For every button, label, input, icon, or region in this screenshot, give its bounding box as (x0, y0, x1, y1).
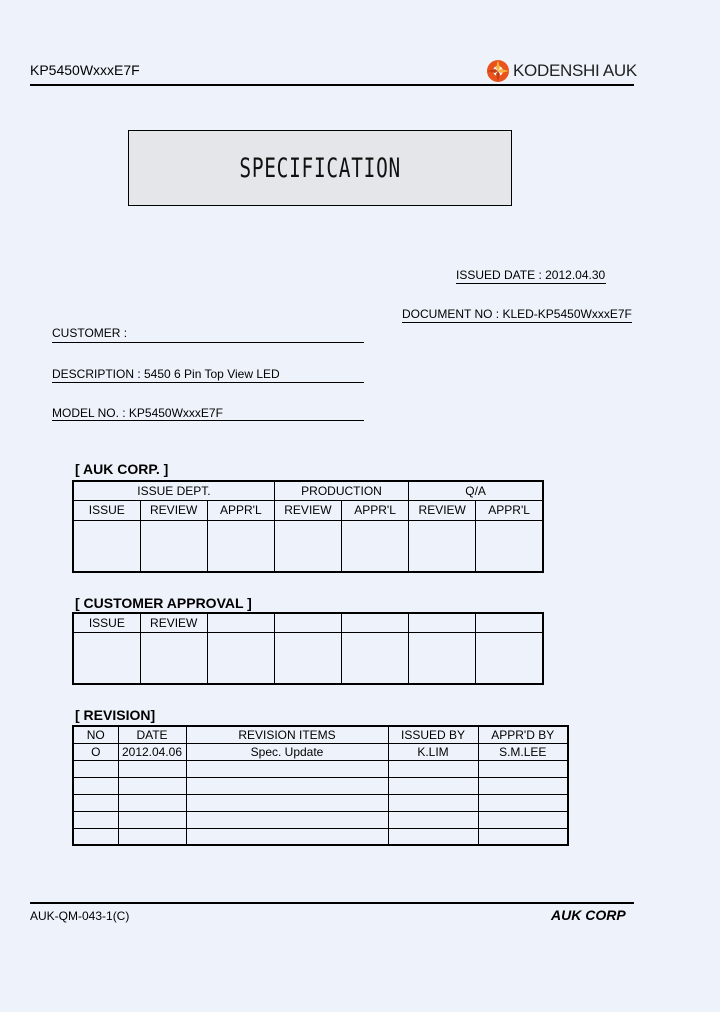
revision-date (118, 777, 186, 794)
col-review: REVIEW (274, 500, 341, 520)
signature-cell (140, 520, 207, 572)
customer-field: CUSTOMER : (52, 326, 364, 343)
table-row (73, 828, 568, 845)
signature-row (73, 632, 543, 684)
col-issue: ISSUE (73, 500, 140, 520)
signature-cell (274, 520, 341, 572)
signature-cell (73, 632, 140, 684)
group-issue-dept: ISSUE DEPT. (73, 481, 274, 500)
title-box (128, 130, 512, 206)
kodenshi-logo-icon (486, 59, 510, 83)
customer-approval-heading: [ CUSTOMER APPROVAL ] (75, 595, 252, 611)
revision-issued-by (388, 794, 478, 811)
table-row (73, 794, 568, 811)
signature-cell (409, 520, 476, 572)
table-row (73, 811, 568, 828)
col-issued-by: ISSUED BY (388, 726, 478, 743)
signature-cell (207, 520, 274, 572)
signature-cell (207, 632, 274, 684)
revision-item (186, 777, 388, 794)
revision-apprd-by (478, 777, 568, 794)
col-apprl: APPR'L (476, 500, 543, 520)
form-code: AUK-QM-043-1(C) (30, 909, 130, 923)
group-production: PRODUCTION (274, 481, 408, 500)
revision-item (186, 828, 388, 845)
signature-cell (476, 632, 543, 684)
document-title: SPECIFICATION (239, 152, 401, 184)
revision-issued-by (388, 777, 478, 794)
revision-table (72, 725, 569, 846)
footer-company: AUK CORP (551, 907, 626, 923)
part-number: KP5450WxxxE7F (30, 62, 140, 78)
revision-issued-by (388, 760, 478, 777)
group-header-row (73, 481, 543, 500)
col-review: REVIEW (140, 613, 207, 632)
revision-date (118, 828, 186, 845)
signature-row (73, 520, 543, 572)
table-row (73, 760, 568, 777)
col-date: DATE (118, 726, 186, 743)
revision-apprd-by: S.M.LEE (478, 743, 568, 760)
customer-approval-table (72, 612, 544, 685)
revision-item (186, 811, 388, 828)
revision-issued-by (388, 828, 478, 845)
col-apprd-by: APPR'D BY (478, 726, 568, 743)
group-qa: Q/A (409, 481, 543, 500)
col-apprl: APPR'L (342, 500, 409, 520)
revision-heading: [ REVISION] (75, 707, 156, 723)
signature-cell (274, 632, 341, 684)
revision-issued-by: K.LIM (388, 743, 478, 760)
description-field: DESCRIPTION : 5450 6 Pin Top View LED (52, 367, 364, 383)
col-issue: ISSUE (73, 613, 140, 632)
column-header-row (73, 500, 543, 520)
header-divider (30, 84, 634, 86)
col-blank (476, 613, 543, 632)
revision-no (73, 777, 118, 794)
model-number-field: MODEL NO. : KP5450WxxxE7F (52, 406, 364, 421)
col-blank (207, 613, 274, 632)
signature-cell (476, 520, 543, 572)
revision-no (73, 760, 118, 777)
revision-date: 2012.04.06 (118, 743, 186, 760)
signature-cell (140, 632, 207, 684)
issued-date: ISSUED DATE : 2012.04.30 (456, 268, 606, 282)
col-blank (342, 613, 409, 632)
signature-cell (342, 520, 409, 572)
revision-item (186, 794, 388, 811)
revision-no (73, 828, 118, 845)
table-row (73, 743, 568, 760)
revision-apprd-by (478, 760, 568, 777)
revision-date (118, 794, 186, 811)
footer-divider (30, 902, 634, 904)
col-blank (274, 613, 341, 632)
revision-no (73, 794, 118, 811)
column-header-row (73, 613, 543, 632)
revision-item: Spec. Update (186, 743, 388, 760)
auk-approval-table (72, 480, 544, 573)
signature-cell (409, 632, 476, 684)
col-review: REVIEW (140, 500, 207, 520)
logo-text: KODENSHI AUK (513, 61, 637, 80)
revision-item (186, 760, 388, 777)
company-logo (486, 58, 637, 84)
revision-date (118, 760, 186, 777)
table-row (73, 777, 568, 794)
revision-issued-by (388, 811, 478, 828)
revision-no (73, 811, 118, 828)
col-blank (409, 613, 476, 632)
document-number: DOCUMENT NO : KLED-KP5450WxxxE7F (402, 307, 632, 321)
revision-apprd-by (478, 794, 568, 811)
revision-header-row (73, 726, 568, 743)
signature-cell (342, 632, 409, 684)
col-review: REVIEW (409, 500, 476, 520)
col-revision-items: REVISION ITEMS (186, 726, 388, 743)
revision-no: O (73, 743, 118, 760)
auk-corp-heading: [ AUK CORP. ] (75, 461, 169, 477)
signature-cell (73, 520, 140, 572)
col-apprl: APPR'L (207, 500, 274, 520)
revision-apprd-by (478, 828, 568, 845)
revision-apprd-by (478, 811, 568, 828)
col-no: NO (73, 726, 118, 743)
revision-date (118, 811, 186, 828)
